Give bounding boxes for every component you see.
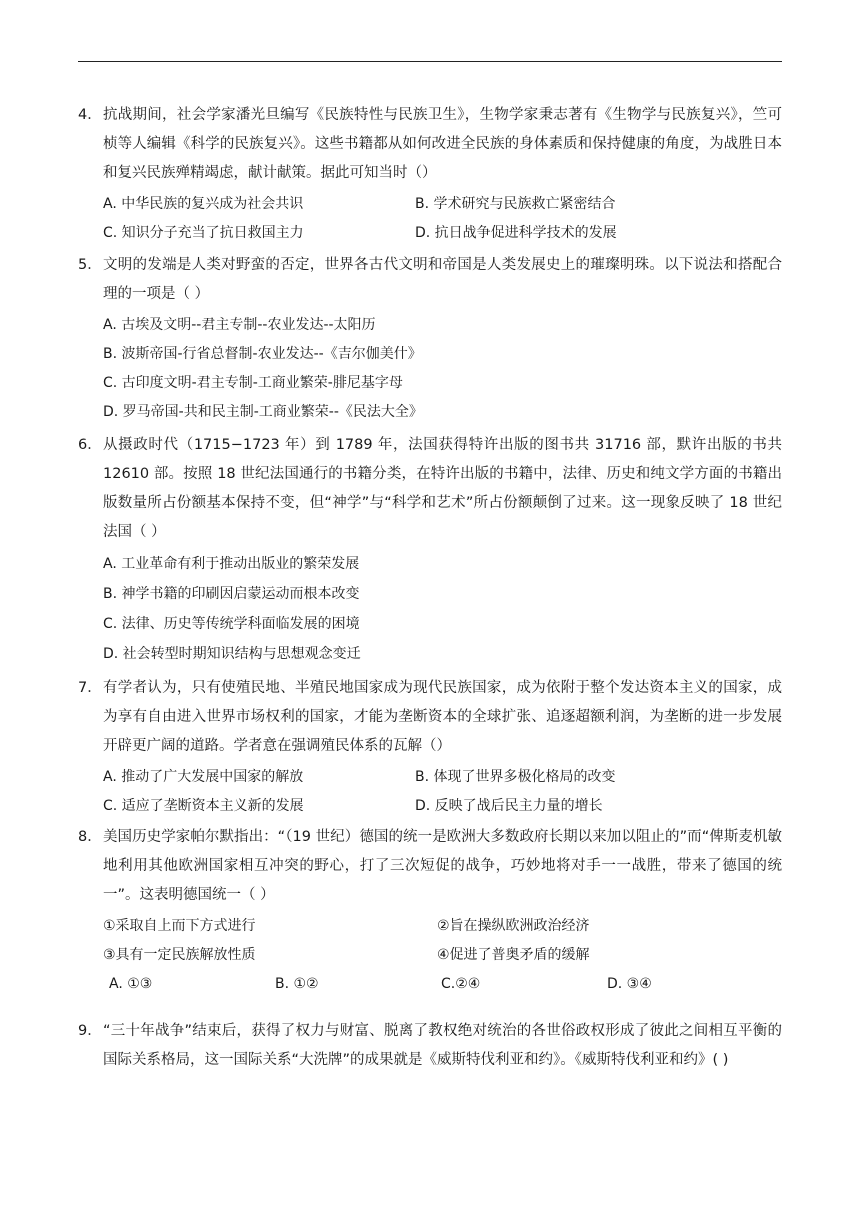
question-9 <box>78 1017 782 1075</box>
option-b[interactable]: B. 体现了世界多极化格局的改变 <box>415 769 616 785</box>
option-a[interactable]: A. 推动了广大发展中国家的解放 <box>103 769 304 785</box>
option-b[interactable]: B. ①② <box>275 976 319 992</box>
option-d[interactable]: D. 社会转型时期知识结构与思想观念变迁 <box>103 646 361 662</box>
option-d[interactable]: D. 罗马帝国-共和民主制-工商业繁荣--《民法大全》 <box>103 404 423 420</box>
question-stem <box>78 251 782 309</box>
option-c[interactable]: C. 古印度文明-君主专制-工商业繁荣-腓尼基字母 <box>103 375 403 391</box>
question-text: “三十年战争”结束后，获得了权力与财富、脱离了教权绝对统治的各世俗政权形成了彼此之间相互平衡的国际关系格局，这一国际关系“大洗牌”的成果就是《威斯特伐利亚和约》。《威斯特伐利亚和约》( ) <box>103 1023 782 1068</box>
option-c[interactable]: C. 知识分子充当了抗日救国主力 <box>103 225 304 241</box>
options <box>78 311 782 427</box>
statement-3: ③具有一定民族解放性质 <box>103 947 256 963</box>
option-a[interactable]: A. 中华民族的复兴成为社会共识 <box>103 196 304 212</box>
question-text: 美国历史学家帕尔默指出：“（19 世纪）德国的统一是欧洲大多数政府长期以来加以阻止的”而“俾斯麦机敏地利用其他欧洲国家相互冲突的野心，打了三次短促的战争，巧妙地将对手一一战胜，带来了德国的统一”。这表明德国统一（ ） <box>103 829 782 903</box>
question-5 <box>78 251 782 427</box>
question-text: 抗战期间，社会学家潘光旦编写《民族特性与民族卫生》，生物学家秉志著有《生物学与民族复兴》，竺可桢等人编辑《科学的民族复兴》。这些书籍都从如何改进全民族的身体素质和保持健康的角度，为战胜日本和复兴民族殚精竭虑，献计献策。据此可知当时（） <box>103 107 782 181</box>
options <box>78 190 782 248</box>
question-number: 5． <box>78 257 102 273</box>
option-b[interactable]: B. 波斯帝国-行省总督制-农业发达--《吉尔伽美什》 <box>103 346 422 362</box>
option-d[interactable]: D. 反映了战后民主力量的增长 <box>415 798 603 814</box>
option-a[interactable]: A. 古埃及文明--君主专制--农业发达--太阳历 <box>103 317 376 333</box>
option-c[interactable]: C. 适应了垄断资本主义新的发展 <box>103 798 304 814</box>
question-stem <box>78 1017 782 1075</box>
option-b[interactable]: B. 神学书籍的印刷因启蒙运动而根本改变 <box>103 586 360 602</box>
option-c[interactable]: C. 法律、历史等传统学科面临发展的困境 <box>103 616 360 632</box>
question-6 <box>78 431 782 669</box>
question-number: 9． <box>78 1023 102 1039</box>
statement-4: ④促进了普奥矛盾的缓解 <box>437 947 590 963</box>
options <box>78 763 782 821</box>
statement-1: ①采取自上而下方式进行 <box>103 918 256 934</box>
question-number: 7． <box>78 680 102 696</box>
statements <box>78 912 782 999</box>
question-text: 从摄政时代（1715−1723 年）到 1789 年，法国获得特许出版的图书共 31716 部，默许出版的书共 12610 部。按照 18 世纪法国通行的书籍分类，在特许出版的书籍中，法律、历史和纯文学方面的书籍出版数量所占份额基本保持不变，但“神学”与“科学和艺术”所占份额颠倒了过来。这一现象反映了 18 世纪法国（ ） <box>103 437 782 540</box>
option-b[interactable]: B. 学术研究与民族救亡紧密结合 <box>415 196 616 212</box>
question-text: 有学者认为，只有使殖民地、半殖民地国家成为现代民族国家，成为依附于整个发达资本主义的国家，成为享有自由进入世界市场权利的国家，才能为垄断资本的全球扩张、追逐超额利润，为垄断的进一步发展开辟更广阔的道路。学者意在强调殖民体系的瓦解（） <box>103 680 782 754</box>
question-number: 4． <box>78 107 102 123</box>
option-d[interactable]: D. ③④ <box>607 976 652 992</box>
option-a[interactable]: A. ①③ <box>109 976 153 992</box>
header-rule <box>78 61 782 62</box>
question-text: 文明的发端是人类对野蛮的否定，世界各古代文明和帝国是人类发展史上的璀璨明珠。以下说法和搭配合理的一项是（ ） <box>103 257 782 302</box>
question-8 <box>78 823 782 999</box>
statement-2: ②旨在操纵欧洲政治经济 <box>437 918 590 934</box>
question-number: 8． <box>78 829 102 845</box>
question-7 <box>78 674 782 821</box>
question-4 <box>78 101 782 248</box>
option-a[interactable]: A. 工业革命有利于推动出版业的繁荣发展 <box>103 556 360 572</box>
option-d[interactable]: D. 抗日战争促进科学技术的发展 <box>415 225 617 241</box>
option-c[interactable]: C.②④ <box>441 976 481 992</box>
question-stem <box>78 674 782 761</box>
question-stem <box>78 431 782 547</box>
options <box>78 549 782 669</box>
question-number: 6． <box>78 437 102 453</box>
question-stem <box>78 823 782 910</box>
question-stem <box>78 101 782 188</box>
